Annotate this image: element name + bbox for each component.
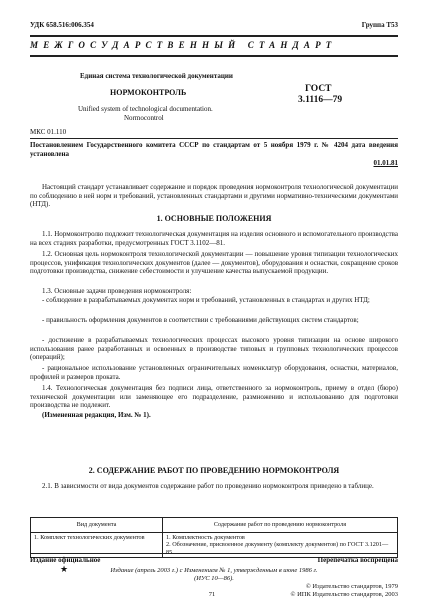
introduction-date: 01.01.81 [373,159,398,167]
english-title-2: Normocontrol [124,114,164,122]
work-item: 1. Комплектность документов [166,533,245,541]
gost-label: ГОСТ [305,84,332,94]
english-title-1: Unified system of technological documentation. [78,105,213,113]
mks-code: МКС 01.110 [30,128,67,136]
table-row [31,532,398,558]
bullet-1: - соблюдение в разрабатываемых документах норм и требований, установленных в стандартах и других НТД; [42,296,370,304]
header-rule-top [30,35,398,37]
paragraph-1-3: 1.3. Основные задачи проведения нормоконтроля: [42,287,192,295]
paragraph-1-1: 1.1. Нормоконтролю подлежит технологическая документация на изделия основного и вспомогательного производства на всех стадиях разработки, предусмотренных ГОСТ 3.1102—81. [30,230,398,247]
bullet-4: - рациональное использование установленных ограничительных номенклатур оборудования, оснастки, материалов, профилей и размеров проката. [30,364,398,381]
edition-note-2: (ИУС 10—86). [194,575,234,582]
gost-number: 3.1116—79 [298,95,343,105]
work-item: 2. Обозначение, присвоенное документу (комплекту документов) по ГОСТ 3.1201—85 [166,541,389,556]
column-header-doc-type: Вид документа [31,518,163,533]
reprint-prohibited: Перепечатка воспрещена [317,556,398,564]
decree-text: Постановлением Государственного комитета СССР по стандартам от 5 ноября 1979 г. № 4204 дата введения установлена [30,141,398,158]
mks-rule [30,138,398,139]
paragraph-2-1: 2.1. В зависимости от вида документов содержание работ по проведению нормоконтроля приведено в таблице. [42,482,374,490]
bullet-2: - правильность оформления документов в соответствии с требованиями действующих систем стандартов; [42,316,359,324]
bullet-3: - достижение в разрабатываемых технологических процессах высокого уровня типизации на основе широкого использования ранее разработанных и освоенных в производстве типовых и групповых технологических процессов (операций); [30,336,398,362]
standard-title: НОРМОКОНТРОЛЬ [110,88,187,97]
table-header-row [31,518,398,533]
group-code: Группа Т53 [361,21,398,29]
standard-banner: МЕЖГОСУДАРСТВЕННЫЙ СТАНДАРТ [30,40,337,50]
table-cell-doc-type [31,532,163,558]
edition-note-1: Издание (апрель 2003 г.) с Изменением № 1, утвержденным в июне 1986 г. [110,567,318,574]
page-number: 71 [208,591,216,598]
doc-type-text: 1. Комплект технологических документов [34,533,145,541]
column-header-work-content: Содержание работ по проведению нормоконтроля [163,518,398,533]
paragraph-1-4: 1.4. Технологическая документация без подписи лица, ответственного за нормоконтроль, приему в отдел (бюро) технической документации или заменяющее его подразделение, размножению и использованию для подготовки производства не подлежит. [30,384,398,410]
copyright-1: © Издательство стандартов, 1979 [305,583,398,590]
star-icon: ★ [60,564,69,574]
footer-rule [30,553,398,554]
intro-paragraph: Настоящий стандарт устанавливает содержание и порядок проведения нормоконтроля технологической документации по соблюдению в ней норм и требований, установленных стандартами и другими нормативно-техническими документами (НТД). [30,183,398,209]
official-edition: Издание официальное [30,556,101,564]
table-cell-work-items [163,532,398,558]
paragraph-1-2: 1.2. Основная цель нормоконтроля технологической документации — повышение уровня типизации технологических процессов, унификация технологических документов (далее — документов), оборудования и оснастки, сокращение сроков подготовки производства, снижение себестоимости и улучшение качества выпускаемой продукции. [30,250,398,276]
copyright-2: © ИПК Издательство стандартов, 2003 [290,591,398,598]
section-1-heading: 1. ОСНОВНЫЕ ПОЛОЖЕНИЯ [156,214,272,223]
section-2-heading: 2. СОДЕРЖАНИЕ РАБОТ ПО ПРОВЕДЕНИЮ НОРМОКОНТРОЛЯ [88,466,340,475]
header-rule-bottom [30,55,398,57]
edition-change-note: (Измененная редакция, Изм. № 1). [42,411,151,419]
system-name: Единая система технологической документации [80,72,233,80]
udk-code: УДК 658.516:006.354 [30,21,94,29]
